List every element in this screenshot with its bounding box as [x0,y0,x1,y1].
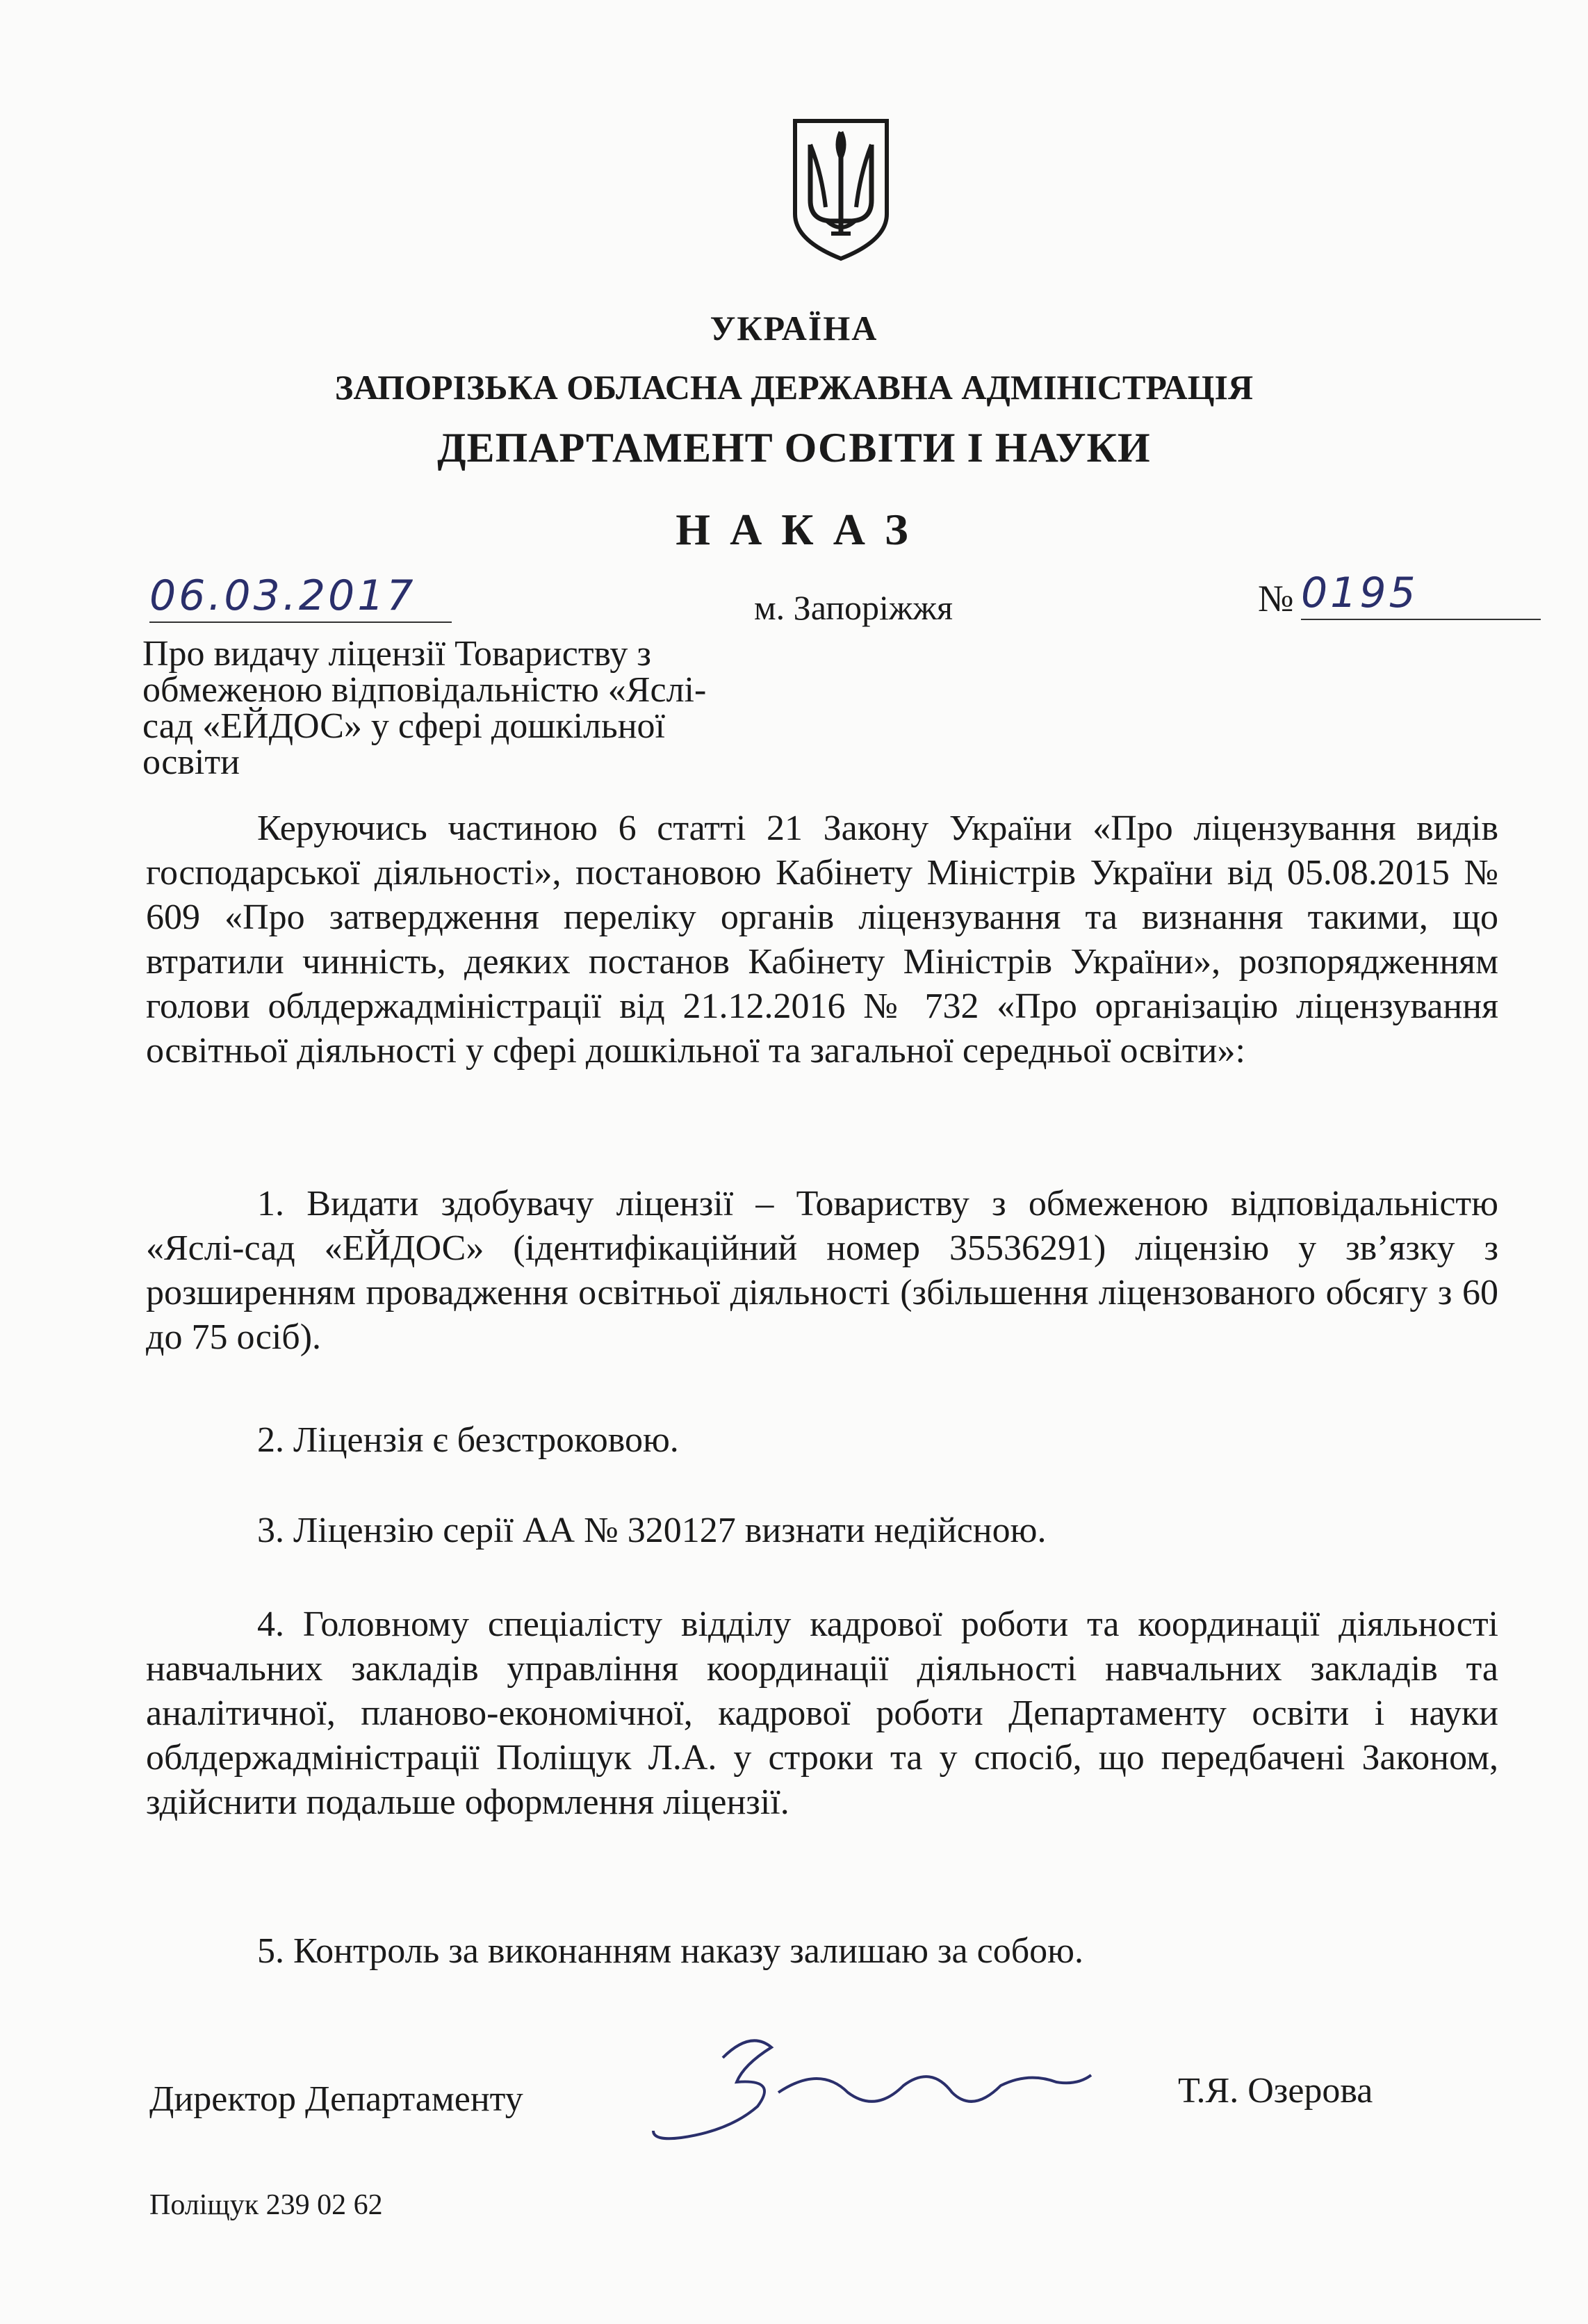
contact-line: Поліщук 239 02 62 [149,2189,383,2221]
item-2-paragraph: 2. Ліцензія є безстроковою. [257,1420,679,1460]
department-title: ДЕПАРТАМЕНТ ОСВІТИ І НАУКИ [437,425,1151,471]
handwritten-signature [639,2016,1098,2155]
order-subject: Про видачу ліцензії Товариству з обмеженою відповідальністю «Яслі-сад «ЕЙДОС» у сфері дошкільної освіти [142,634,707,782]
item-5-paragraph: 5. Контроль за виконанням наказу залишаю за собою. [257,1931,1084,1971]
signer-position: Директор Департаменту [149,2079,523,2119]
city: м. Запоріжжя [754,588,953,627]
number-sign: № [1258,578,1294,619]
item-4-paragraph: 4. Головному спеціалісту відділу кадрової роботи та координації діяльності навчальних закладів управління координації діяльності навчальних закладів та аналітичної, планово-економічної, кадрової роботи Департаменту освіти і науки облдержадміністрації Поліщук Л.А. у строки та у спосіб, що передбачені Законом, здійснити подальше оформлення ліцензії. [146,1604,1498,1822]
administration-title: ЗАПОРІЗЬКА ОБЛАСНА ДЕРЖАВНА АДМІНІСТРАЦІЯ [334,368,1254,407]
item-3-paragraph: 3. Ліцензію серії АА № 320127 визнати недійсною. [257,1511,1047,1550]
item-1-paragraph: 1. Видати здобувачу ліцензії – Товариству з обмеженою відповідальністю «Яслі-сад «ЕЙДОС» (ідентифікаційний номер 35536291) ліцензію у зв’язку з розширенням провадження освітньої діяльності (збільшення ліцензованого обсягу з 60 до 75 осіб). [146,1184,1498,1357]
signer-name: Т.Я. Озерова [1178,2071,1373,2111]
coat-of-arms-trident-icon [791,117,891,263]
order-number: 0195 [1301,569,1541,620]
preamble-paragraph: Керуючись частиною 6 статті 21 Закону України «Про ліцензування видів господарської діяльності», постановою Кабінету Міністрів України від 05.08.2015 № 609 «Про затвердження переліку органів ліцензування та визнання такими, що втратили чинність, деяких постанов Кабінету Міністрів України», розпорядженням голови облдержадміністрації від 21.12.2016 № 732 «Про організацію ліцензування освітньої діяльності у сфері дошкільної та загальної середньої освіти»: [146,808,1498,1071]
document-type: Н А К А З [676,505,912,554]
order-date: 06.03.2017 [149,571,452,623]
country-title: УКРАЇНА [710,309,878,348]
